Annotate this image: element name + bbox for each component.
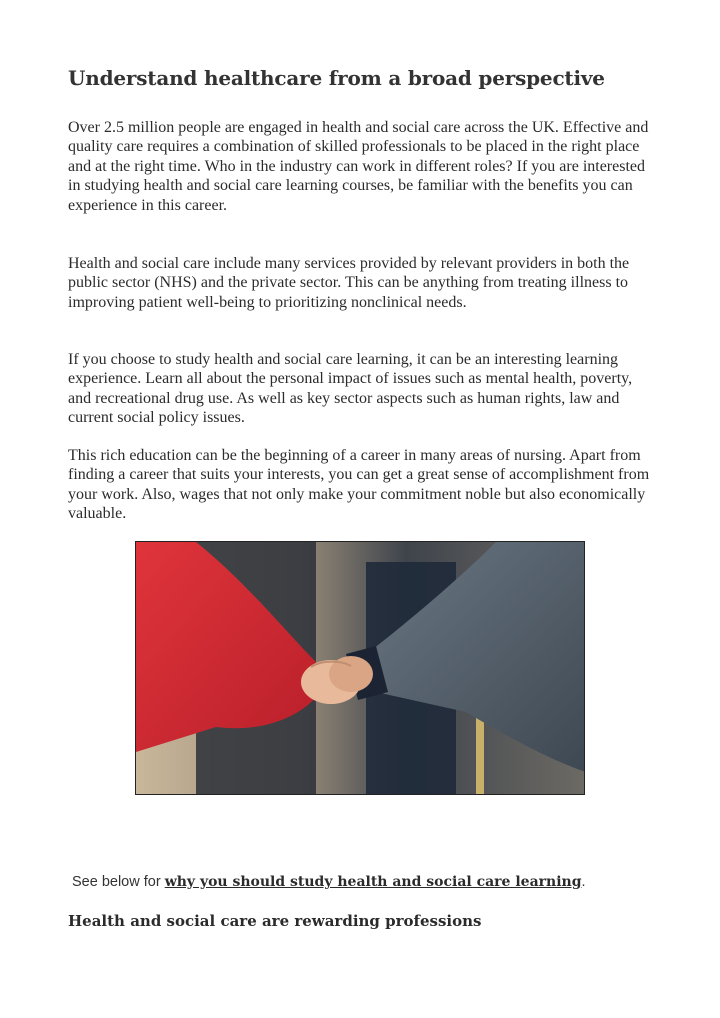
see-below-suffix: .: [581, 874, 586, 890]
paragraph-learning: If you choose to study health and social care learning, it can be an interesting learning experience. Learn all about the personal impact of issues such as mental health, poverty, and recreational drug use. As well as key sector aspects such as human rights, law and current social policy issues.: [68, 351, 633, 427]
study-link[interactable]: why you should study health and social care learning: [164, 874, 582, 890]
see-below-line: [72, 874, 586, 890]
handshake-photo: [135, 541, 585, 795]
section-subheading: Health and social care are rewarding professions: [68, 912, 482, 930]
paragraph-intro: Over 2.5 million people are engaged in health and social care across the UK. Effective and quality care requires a combination of skilled professionals to be placed in the right place and at the right time. Who in the industry can work in different roles? If you are interested in studying health and social care learning courses, be familiar with the benefits you can experience in this career.: [68, 119, 649, 214]
page-title: Understand healthcare from a broad perspective: [68, 66, 605, 90]
see-below-prefix: See below for: [72, 874, 165, 890]
paragraph-services: Health and social care include many services provided by relevant providers in both the public sector (NHS) and the private sector. This can be anything from treating illness to improving patient well-being to prioritizing nonclinical needs.: [68, 255, 630, 311]
paragraph-career: This rich education can be the beginning of a career in many areas of nursing. Apart from finding a career that suits your interests, you can get a great sense of accomplishment from your work. Also, wages that not only make your commitment noble but also economically valuable.: [68, 447, 650, 523]
